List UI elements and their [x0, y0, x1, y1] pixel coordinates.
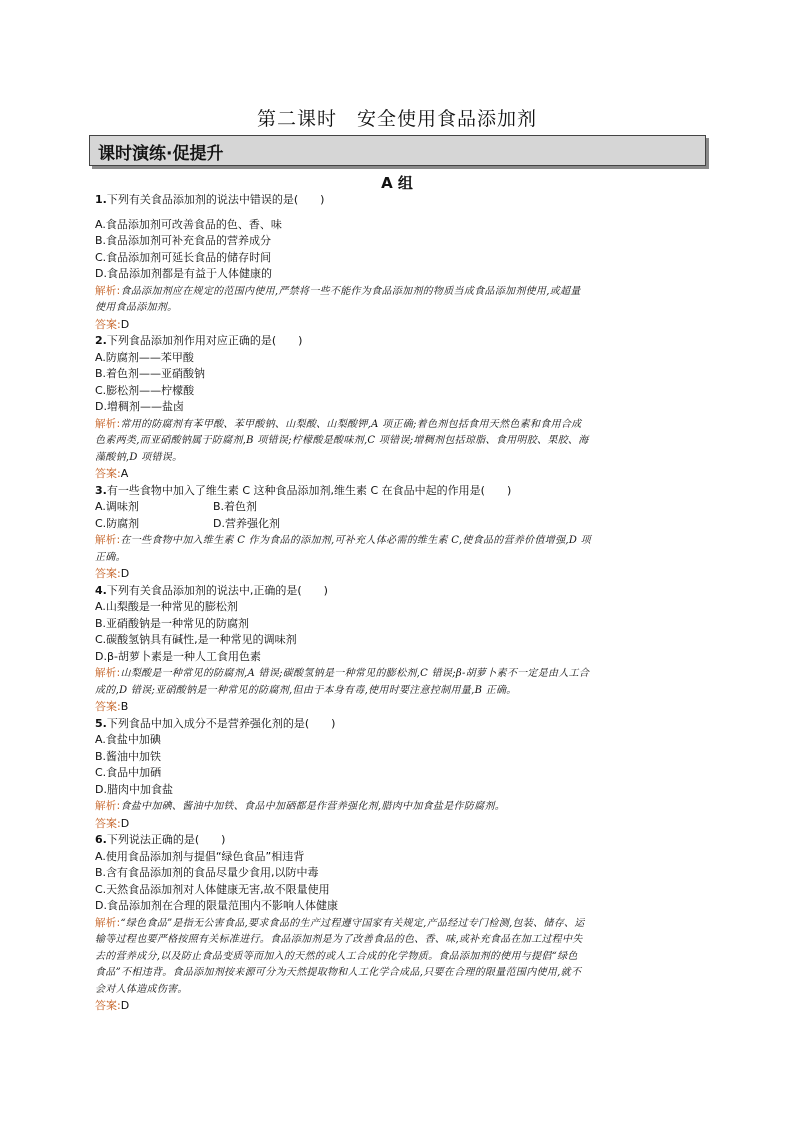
- group-heading: A 组: [381, 174, 413, 192]
- question-number: 4.: [95, 583, 107, 597]
- answer-value: D: [120, 816, 130, 830]
- question-number: 5.: [95, 716, 107, 730]
- answer-label: 答案:: [95, 467, 121, 480]
- answer-value: B: [120, 700, 129, 713]
- question-number: 2.: [95, 334, 107, 347]
- question-stem: [95, 192, 697, 209]
- question-1: [95, 192, 697, 333]
- answer-value: D: [120, 317, 130, 331]
- question-stem: [95, 483, 697, 500]
- explanation-line: 成的,D 错误;亚硝酸钠是一种常见的防腐剂,但由于本身有毒,使用时要注意控制用量,B 正确。: [95, 684, 517, 696]
- page-title: 第二课时 安全使用食品添加剂: [256, 108, 537, 130]
- answer-label: 答案:: [95, 567, 121, 580]
- option-d: D.腊肉中加食盐: [95, 782, 173, 796]
- explanation: [95, 665, 697, 699]
- option-c: C.食品添加剂可延长食品的储存时间: [95, 250, 272, 264]
- answer: [95, 466, 697, 483]
- question-text: 下列食品中加入成分不是营养强化剂的是( ): [106, 716, 336, 730]
- answer: [95, 699, 697, 716]
- question-number: 6.: [95, 833, 107, 846]
- option-a: A.食品添加剂可改善食品的色、香、味: [95, 217, 282, 231]
- question-stem: [95, 583, 697, 600]
- option-a: A.使用食品添加剂与提倡“绿色食品”相违背: [95, 849, 305, 863]
- option-row: [95, 499, 697, 516]
- explanation-line: 使用食品添加剂。: [95, 302, 178, 313]
- explanation-line: 常用的防腐剂有苯甲酸、苯甲酸钠、山梨酸、山梨酸钾,A 项正确;着色剂包括食用天然色素和食用合成: [120, 418, 582, 430]
- explanation-line: 去的营养成分,以及防止食品变质等而加入的天然的或人工合成的化学物质。食品添加剂的使用与提倡“绿色: [95, 950, 578, 962]
- explanation-line: 色素两类,而亚硝酸钠属于防腐剂,B 项错误;柠檬酸是酸味剂,C 项错误;增稠剂包括琼脂、食用明胶、果胶、海: [95, 435, 589, 446]
- explanation: [95, 532, 697, 566]
- answer: [95, 317, 697, 334]
- explanation-line: 藻酸钠,D 项错误。: [95, 451, 183, 463]
- option-b: B.食品添加剂可补充食品的营养成分: [95, 234, 272, 247]
- option-c: C.碳酸氢钠具有碱性,是一种常见的调味剂: [95, 633, 297, 646]
- explanation-line: 在一些食物中加入维生素 C 作为食品的添加剂,可补充人体必需的维生素 C,使食品的营养价值增强,D 项: [120, 535, 591, 546]
- question-text: 下列有关食品添加剂的说法中错误的是( ): [106, 193, 325, 206]
- question-text: 有一些食物中加入了维生素 C 这种食品添加剂,维生素 C 在食品中起的作用是( ): [106, 483, 512, 497]
- option-d: D.增稠剂——盐卤: [95, 400, 184, 413]
- explanation-line: “绿色食品”是指无公害食品,要求食品的生产过程遵守国家有关规定,产品经过专门检测,包装、储存、运: [120, 917, 585, 929]
- question-2: [95, 333, 697, 483]
- option-b: B.亚硝酸钠是一种常见的防腐剂: [95, 616, 250, 630]
- section-banner: [89, 135, 706, 166]
- explanation: [95, 416, 697, 467]
- explanation-line: 输等过程也要严格按照有关标准进行。食品添加剂是为了改善食品的色、香、味,或补充食品在加工过程中失: [95, 934, 583, 945]
- explanation-label: 解析:: [95, 417, 121, 430]
- question-4: [95, 583, 697, 716]
- option-a: A.食盐中加碘: [95, 733, 161, 746]
- option-c: C.膨松剂——柠檬酸: [95, 383, 195, 397]
- question-5: [95, 716, 697, 833]
- question-number: 1.: [95, 193, 107, 206]
- option-a: A.防腐剂——苯甲酸: [95, 350, 194, 364]
- option-c: C.天然食品添加剂对人体健康无害,故不限量使用: [95, 882, 330, 896]
- option-b: B.含有食品添加剂的食品尽量少食用,以防中毒: [95, 866, 319, 879]
- question-6: [95, 832, 697, 1015]
- explanation-label: 解析:: [95, 916, 121, 929]
- option-d: D.营养强化剂: [213, 516, 280, 530]
- answer-label: 答案:: [95, 816, 121, 830]
- answer-label: 答案:: [95, 317, 121, 331]
- question-stem: [95, 832, 697, 849]
- option-a: A.山梨酸是一种常见的膨松剂: [95, 600, 238, 613]
- explanation-line: 正确。: [95, 551, 126, 563]
- question-text: 下列说法正确的是( ): [106, 833, 226, 846]
- answer-label: 答案:: [95, 700, 121, 713]
- explanation-line: 会对人体造成伤害。: [95, 983, 188, 995]
- answer-value: D: [120, 567, 130, 580]
- question-text: 下列有关食品添加剂的说法中,正确的是( ): [106, 583, 328, 597]
- option-d: D.β-胡萝卜素是一种人工食用色素: [95, 649, 261, 663]
- question-list: [95, 192, 697, 1015]
- answer: [95, 566, 697, 583]
- explanation-label: 解析:: [95, 534, 121, 546]
- explanation-label: 解析:: [95, 284, 121, 297]
- question-stem: [95, 716, 697, 733]
- explanation: [95, 915, 697, 999]
- option-b: B.着色剂——亚硝酸钠: [95, 367, 206, 380]
- explanation: [95, 798, 697, 816]
- option-d: D.食品添加剂都是有益于人体健康的: [95, 267, 272, 280]
- option-d: D.食品添加剂在合理的限量范围内不影响人体健康: [95, 899, 338, 912]
- answer-value: A: [120, 467, 129, 480]
- explanation: [95, 283, 697, 317]
- explanation-label: 解析:: [95, 667, 121, 679]
- explanation-line: 食盐中加碘、酱油中加铁、食品中加硒都是作营养强化剂,腊肉中加食盐是作防腐剂。: [120, 801, 506, 812]
- explanation-line: 食品添加剂应在规定的范围内使用,严禁将一些不能作为食品添加剂的物质当成食品添加剂使用,或超量: [120, 285, 581, 297]
- option-row: [95, 516, 697, 533]
- option-a: A.调味剂: [95, 500, 139, 513]
- option-b: B.着色剂: [213, 500, 258, 513]
- question-text: 下列食品添加剂作用对应正确的是( ): [106, 334, 303, 347]
- explanation-line: 食品”不相违背。食品添加剂按来源可分为天然提取物和人工化学合成品,只要在合理的限量范围内使用,就不: [95, 967, 582, 978]
- answer: [95, 998, 697, 1015]
- question-number: 3.: [95, 483, 107, 497]
- answer-value: D: [120, 999, 130, 1012]
- explanation-line: 山梨酸是一种常见的防腐剂,A 错误;碳酸氢钠是一种常见的膨松剂,C 错误;β-胡萝卜素不一定是由人工合: [120, 668, 590, 679]
- answer: [95, 816, 697, 833]
- option-c: C.防腐剂: [95, 516, 140, 530]
- explanation-label: 解析:: [95, 800, 121, 812]
- answer-label: 答案:: [95, 999, 121, 1012]
- banner-label: 课时演练·促提升: [98, 144, 224, 164]
- question-3: [95, 483, 697, 583]
- option-b: B.酱油中加铁: [95, 749, 162, 763]
- option-c: C.食品中加硒: [95, 766, 162, 779]
- question-stem: [95, 333, 697, 350]
